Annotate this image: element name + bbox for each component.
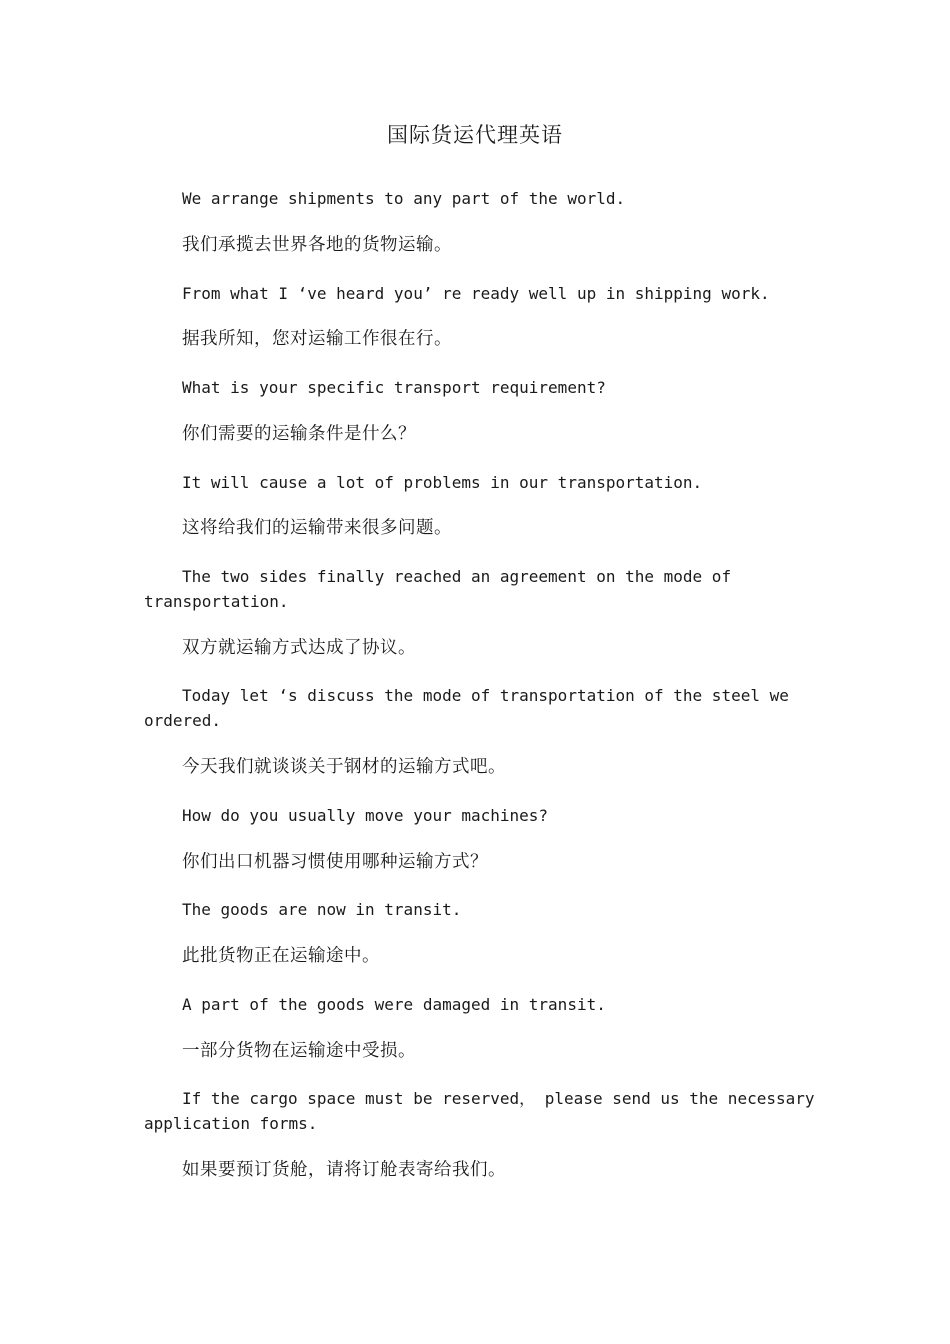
english-sentence: It will cause a lot of problems in our transportation. — [182, 473, 703, 492]
english-sentence: We arrange shipments to any part of the world. — [182, 189, 626, 208]
english-sentence: The goods are now in transit. — [182, 900, 462, 919]
english-sentence: The two sides finally reached an agreement on the mode of transportation. — [144, 567, 732, 611]
english-sentence: Today let ‘s discuss the mode of transportation of the steel we ordered. — [144, 686, 789, 730]
chinese-translation: 据我所知，您对运输工作很在行。 — [182, 329, 452, 349]
chinese-translation: 此批货物正在运输途中。 — [182, 946, 380, 966]
chinese-translation: 一部分货物在运输途中受损。 — [182, 1041, 416, 1061]
english-sentence: A part of the goods were damaged in transit. — [182, 995, 606, 1014]
english-sentence: From what I ‘ve heard you’ re ready well up in shipping work. — [182, 284, 770, 303]
chinese-translation: 双方就运输方式达成了协议。 — [182, 638, 416, 658]
english-sentence: What is your specific transport requirement? — [182, 378, 606, 397]
english-sentence: How do you usually move your machines? — [182, 806, 549, 825]
document-title: 国际货运代理英语 — [387, 123, 563, 147]
chinese-translation: 今天我们就谈谈关于钢材的运输方式吧。 — [182, 757, 506, 777]
chinese-translation: 如果要预订货舱，请将订舱表寄给我们。 — [182, 1160, 506, 1180]
chinese-translation: 这将给我们的运输带来很多问题。 — [182, 518, 452, 538]
chinese-translation: 我们承揽去世界各地的货物运输。 — [182, 235, 452, 255]
chinese-translation: 你们出口机器习惯使用哪种运输方式？ — [182, 852, 488, 872]
chinese-translation: 你们需要的运输条件是什么？ — [182, 424, 416, 444]
english-sentence: If the cargo space must be reserved， please send us the necessary application forms. — [144, 1089, 815, 1133]
